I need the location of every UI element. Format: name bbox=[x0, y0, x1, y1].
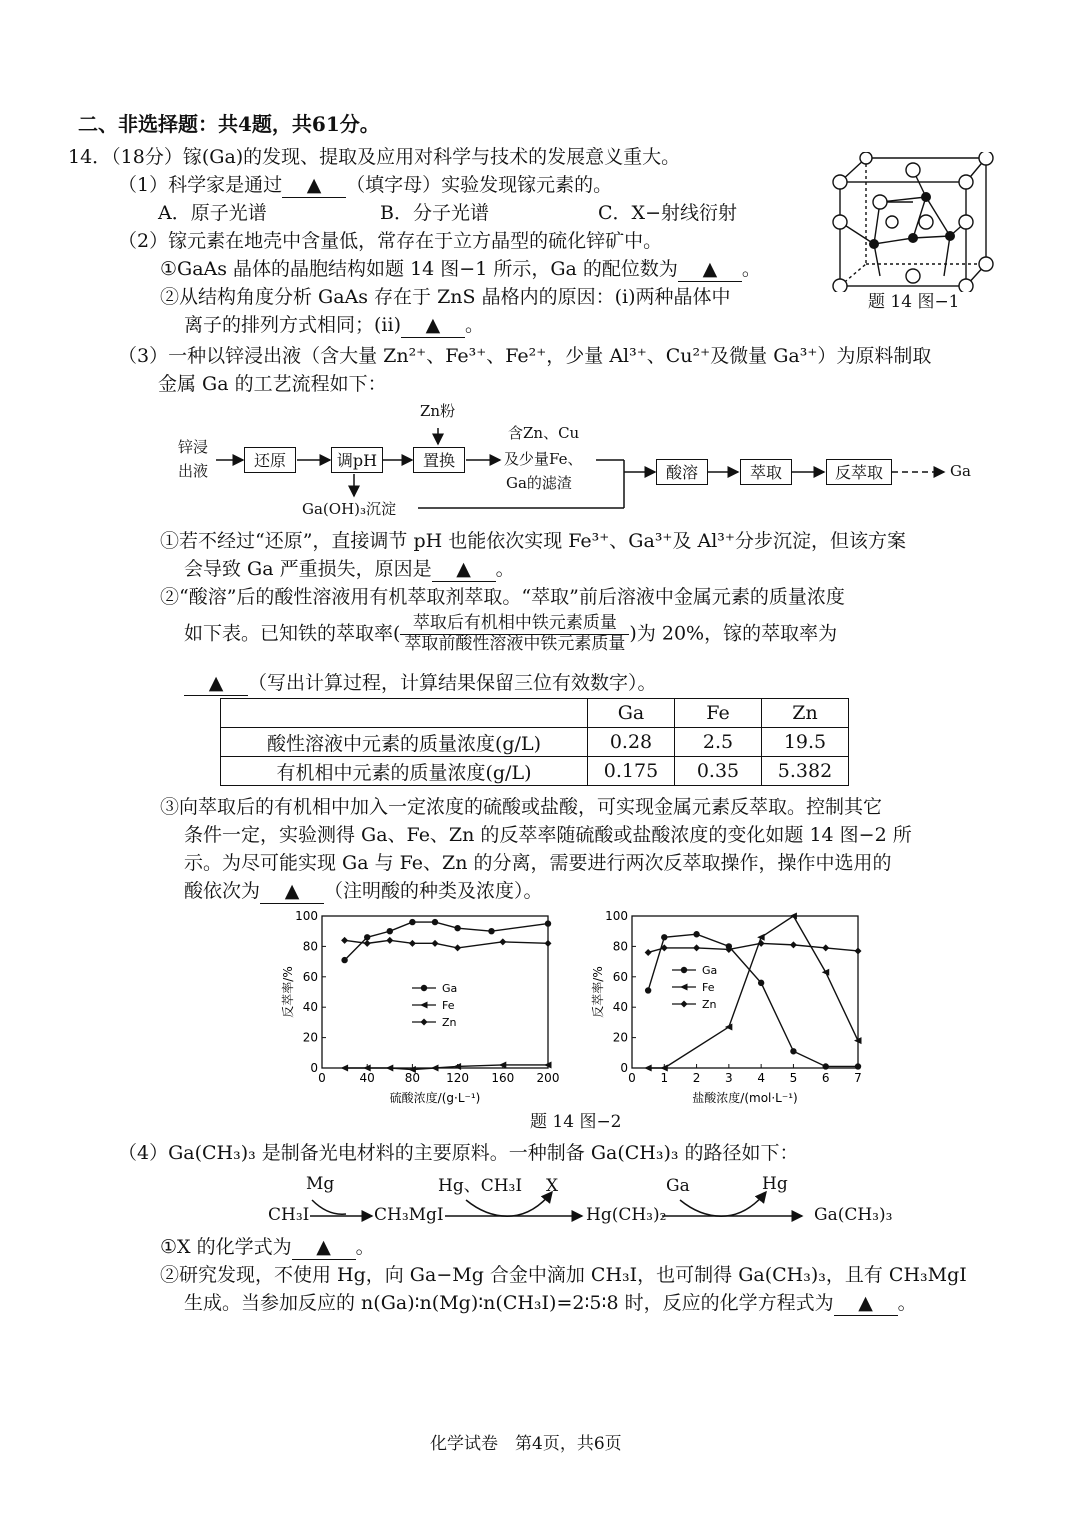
q14-part3-intro-line1: （3）一种以锌浸出液（含大量 Zn²⁺、Fe³⁺、Fe²⁺，少量 Al³⁺、Cu²⁺及微量 Ga³⁺）为原料制取 bbox=[118, 345, 932, 367]
flow-residue-line2: 及少量Fe、 bbox=[504, 450, 583, 468]
answer-blank[interactable]: ▲ bbox=[184, 672, 248, 696]
punct: 。 bbox=[741, 258, 761, 280]
legend-label: Fe bbox=[442, 999, 455, 1012]
route-ch3i: CH₃I bbox=[268, 1205, 310, 1225]
flow-step-replace: 置换 bbox=[413, 447, 465, 473]
y-tick-label: 0 bbox=[620, 1061, 628, 1075]
q14-part3-s3-line3: 示。为尽可能实现 Ga 与 Fe、Zn 的分离，需要进行两次反萃取操作，操作中选用的 bbox=[184, 852, 892, 874]
answer-blank[interactable]: ▲ bbox=[260, 880, 324, 904]
flow-residue-line1: 含Zn、Cu bbox=[508, 424, 580, 442]
q14-part3-intro-line2: 金属 Ga 的工艺流程如下： bbox=[158, 373, 387, 395]
q14-part3-s1-line2 bbox=[184, 558, 515, 582]
x-tick-label: 3 bbox=[725, 1071, 733, 1085]
q14-title: 14．（18分）镓(Ga)的发现、提取及应用对科学与技术的发展意义重大。 bbox=[68, 146, 681, 168]
data-point-fe bbox=[644, 1065, 652, 1072]
plot-frame bbox=[322, 916, 548, 1068]
route-ga-ch3-3: Ga(CH₃)₃ bbox=[814, 1205, 893, 1225]
table-header-cell: Zn bbox=[762, 699, 849, 728]
legend-marker bbox=[421, 1019, 428, 1026]
x-tick-label: 1 bbox=[660, 1071, 669, 1085]
data-point-fe bbox=[386, 1065, 394, 1072]
table-header-row bbox=[221, 699, 849, 728]
y-tick-label: 0 bbox=[310, 1061, 318, 1075]
table-cell: 0.28 bbox=[588, 728, 675, 757]
route-ch3mgi: CH₃MgI bbox=[374, 1205, 444, 1225]
data-point-fe bbox=[341, 1065, 349, 1072]
y-tick-label: 80 bbox=[302, 939, 318, 954]
q14-part2-s2-line1: ②从结构角度分析 GaAs 存在于 ZnS 晶格内的原因：(i)两种晶体中 bbox=[160, 286, 731, 308]
x-tick-label: 4 bbox=[757, 1071, 765, 1085]
legend-marker bbox=[681, 967, 687, 973]
x-tick-label: 6 bbox=[821, 1071, 830, 1085]
data-point-ga bbox=[454, 925, 460, 931]
legend-marker bbox=[680, 984, 688, 991]
flow-precipitate: Ga(OH)₃沉淀 bbox=[302, 500, 397, 518]
data-point-zn bbox=[822, 944, 829, 951]
answer-blank[interactable]: ▲ bbox=[401, 314, 465, 338]
q14-part3-s1-text: 会导致 Ga 严重损失，原因是 bbox=[184, 558, 432, 580]
q14-part4-s2-line1: ②研究发现，不使用 Hg，向 Ga−Mg 合金中滴加 CH₃I，也可制得 Ga(CH₃)₃，且有 CH₃MgI bbox=[160, 1264, 967, 1286]
table-cell: 5.382 bbox=[762, 757, 849, 786]
x-axis-label: 盐酸浓度/(mol·L⁻¹) bbox=[692, 1091, 798, 1105]
table-cell: 2.5 bbox=[675, 728, 762, 757]
x-tick-label: 200 bbox=[536, 1071, 560, 1085]
punct: 。 bbox=[355, 1236, 375, 1258]
q14-part4-intro: （4）Ga(CH₃)₃ 是制备光电材料的主要原料。一种制备 Ga(CH₃)₃ 的路径如下： bbox=[118, 1142, 799, 1164]
y-axis-label: 反萃率/% bbox=[591, 966, 605, 1018]
y-tick-label: 80 bbox=[612, 939, 628, 954]
data-point-ga bbox=[409, 919, 415, 925]
flow-input-line2: 出液 bbox=[178, 462, 209, 480]
series-zn bbox=[645, 940, 862, 956]
table-header-cell bbox=[221, 699, 588, 728]
legend-marker bbox=[421, 985, 427, 991]
y-tick-label: 60 bbox=[612, 969, 628, 984]
q14-part3-s2-after: )为 20%，镓的萃取率为 bbox=[629, 622, 838, 645]
x-tick-label: 40 bbox=[359, 1071, 375, 1085]
q14-part3-s3-line4 bbox=[184, 880, 543, 904]
data-point-ga bbox=[693, 931, 699, 937]
x-tick-label: 120 bbox=[446, 1071, 470, 1085]
answer-blank[interactable]: ▲ bbox=[292, 1236, 356, 1260]
figure14-1-caption: 题 14 图−1 bbox=[868, 292, 960, 312]
legend-label: Zn bbox=[702, 998, 717, 1011]
concentration-table bbox=[220, 698, 849, 786]
table-cell: 有机相中元素的质量浓度(g/L) bbox=[221, 757, 588, 786]
table-cell: 0.35 bbox=[675, 757, 762, 786]
x-tick-label: 7 bbox=[854, 1071, 862, 1085]
flow-residue-line3: Ga的滤渣 bbox=[506, 474, 572, 492]
q14-part4-s1-text: ①X 的化学式为 bbox=[160, 1236, 292, 1258]
y-tick-label: 40 bbox=[612, 1000, 628, 1015]
data-point-zn bbox=[432, 940, 439, 947]
table-header-cell: Fe bbox=[675, 699, 762, 728]
q14-part4-s2-text: 生成。当参加反应的 n(Ga)∶n(Mg)∶n(CH₃I)=2∶5∶8 时，反应的化学方程式为 bbox=[184, 1292, 834, 1314]
flow-step-reduce: 还原 bbox=[244, 447, 296, 473]
flow-product: Ga bbox=[950, 462, 971, 480]
route-byproduct-hg: Hg bbox=[762, 1174, 788, 1194]
q14-part3-s3-line2: 条件一定，实验测得 Ga、Fe、Zn 的反萃率随硫酸或盐酸浓度的变化如题 14 图−2 所 bbox=[184, 824, 912, 846]
punct: 。 bbox=[897, 1292, 917, 1314]
flow-input-line1: 锌浸 bbox=[178, 438, 209, 456]
data-point-zn bbox=[545, 940, 552, 947]
q14-part1-text: （1）科学家是通过 bbox=[118, 174, 283, 196]
y-tick-label: 100 bbox=[605, 909, 628, 923]
route-reagent-hg-ch3i: Hg、CH₃I bbox=[438, 1176, 523, 1196]
section-heading: 二、非选择题：共4题，共61分。 bbox=[78, 112, 380, 136]
data-point-ga bbox=[645, 987, 651, 993]
q14-part2-s1-text: ①GaAs 晶体的晶胞结构如题 14 图−1 所示，Ga 的配位数为 bbox=[160, 258, 678, 280]
q14-part2-intro: （2）镓元素在地壳中含量低，常存在于立方晶型的硫化锌矿中。 bbox=[118, 230, 663, 252]
series-line-zn bbox=[345, 940, 548, 948]
y-tick-label: 100 bbox=[295, 909, 318, 923]
table-cell: 19.5 bbox=[762, 728, 849, 757]
x-tick-label: 0 bbox=[628, 1071, 636, 1085]
table-row bbox=[221, 757, 849, 786]
series-line-fe bbox=[648, 916, 858, 1068]
x-tick-label: 160 bbox=[491, 1071, 515, 1085]
legend-marker bbox=[420, 1002, 428, 1009]
q14-part3-s2-line3 bbox=[184, 672, 657, 696]
table-header-cell: Ga bbox=[588, 699, 675, 728]
y-tick-label: 40 bbox=[302, 1000, 318, 1015]
extraction-rate-fraction bbox=[400, 614, 629, 654]
q14-part3-s1-line1: ①若不经过“还原”，直接调节 pH 也能依次实现 Fe³⁺、Ga³⁺及 Al³⁺分步沉淀，但该方案 bbox=[160, 530, 906, 552]
chart-hydrochloric-acid bbox=[580, 906, 880, 1112]
figure14-2-caption: 题 14 图−2 bbox=[530, 1112, 622, 1132]
answer-blank[interactable]: ▲ bbox=[282, 174, 346, 198]
legend-label: Ga bbox=[702, 964, 718, 977]
q14-part3-s2-line2 bbox=[184, 614, 837, 654]
series-line-ga bbox=[345, 922, 548, 960]
data-point-zn bbox=[499, 938, 506, 945]
q14-part3-s2-note: （写出计算过程，计算结果保留三位有效数字）。 bbox=[248, 672, 657, 694]
fraction-denominator: 萃取前酸性溶液中铁元素质量 bbox=[404, 633, 626, 654]
flow-zn-powder: Zn粉 bbox=[420, 402, 456, 420]
x-tick-label: 5 bbox=[789, 1071, 798, 1085]
x-axis-label: 硫酸浓度/(g·L⁻¹) bbox=[389, 1091, 481, 1105]
data-point-zn bbox=[645, 949, 652, 956]
option-b: B．分子光谱 bbox=[380, 202, 489, 224]
series-line-fe bbox=[345, 1065, 548, 1070]
q14-part2-s2-text: 离子的排列方式相同；(ii) bbox=[184, 314, 401, 336]
data-point-ga bbox=[432, 919, 438, 925]
legend-marker bbox=[681, 1001, 688, 1008]
data-point-fe bbox=[431, 1065, 439, 1072]
option-c: C．X−射线衍射 bbox=[598, 202, 737, 224]
fraction-numerator: 萃取后有机相中铁元素质量 bbox=[400, 614, 629, 635]
data-point-ga bbox=[823, 1063, 829, 1069]
data-point-ga bbox=[545, 920, 551, 926]
data-point-ga bbox=[790, 1048, 796, 1054]
series-zn bbox=[341, 937, 551, 952]
answer-blank[interactable]: ▲ bbox=[678, 258, 742, 282]
legend-label: Fe bbox=[702, 981, 715, 994]
y-tick-label: 20 bbox=[612, 1030, 628, 1045]
data-point-zn bbox=[454, 944, 461, 951]
route-byproduct-x: X bbox=[546, 1176, 559, 1196]
q14-part4-s1 bbox=[160, 1236, 375, 1260]
x-tick-label: 80 bbox=[404, 1071, 421, 1085]
legend-label: Ga bbox=[442, 982, 458, 995]
q14-part3-s2-line1: ②“酸溶”后的酸性溶液用有机萃取剂萃取。“萃取”前后溶液中金属元素的质量浓度 bbox=[160, 586, 845, 608]
synthesis-route-arrows bbox=[0, 1170, 1080, 1230]
data-point-ga bbox=[341, 957, 347, 963]
x-tick-label: 0 bbox=[318, 1071, 326, 1085]
data-point-zn bbox=[693, 944, 700, 951]
x-tick-label: 2 bbox=[692, 1071, 701, 1085]
data-point-zn bbox=[790, 941, 797, 948]
y-tick-label: 60 bbox=[302, 969, 318, 984]
answer-blank[interactable]: ▲ bbox=[432, 558, 496, 582]
data-point-ga bbox=[661, 934, 667, 940]
data-point-fe bbox=[822, 969, 830, 976]
q14-part4-s2-line2 bbox=[184, 1292, 917, 1316]
flow-step-back-extract: 反萃取 bbox=[826, 459, 892, 485]
data-point-zn bbox=[409, 940, 416, 947]
data-point-zn bbox=[341, 937, 348, 944]
q14-part3-s3-text: 酸依次为 bbox=[184, 880, 261, 902]
series-line-ga bbox=[648, 934, 858, 1066]
y-axis-label: 反萃率/% bbox=[281, 966, 295, 1018]
series-ga bbox=[341, 919, 551, 963]
legend-label: Zn bbox=[442, 1016, 457, 1029]
punct: 。 bbox=[495, 558, 515, 580]
q14-part3-s3-after: （注明酸的种类及浓度）。 bbox=[324, 880, 543, 902]
route-reagent-ga: Ga bbox=[666, 1176, 690, 1196]
table-row bbox=[221, 728, 849, 757]
chart-sulfuric-acid bbox=[270, 906, 570, 1112]
table-cell: 酸性溶液中元素的质量浓度(g/L) bbox=[221, 728, 588, 757]
route-reagent-mg: Mg bbox=[306, 1174, 335, 1194]
series-ga bbox=[645, 931, 861, 1070]
option-a: A．原子光谱 bbox=[158, 202, 267, 224]
data-point-ga bbox=[387, 928, 393, 934]
flow-step-ph: 调pH bbox=[331, 447, 383, 473]
flow-step-extract: 萃取 bbox=[740, 459, 792, 485]
route-hg-ch3-2: Hg(CH₃)₂ bbox=[586, 1205, 667, 1225]
data-point-zn bbox=[386, 937, 393, 944]
table-cell: 0.175 bbox=[588, 757, 675, 786]
q14-part1-after: （填字母）实验发现镓元素的。 bbox=[346, 174, 613, 196]
data-point-zn bbox=[364, 940, 371, 947]
punct: 。 bbox=[464, 314, 484, 336]
flow-step-acid: 酸溶 bbox=[656, 459, 708, 485]
answer-blank[interactable]: ▲ bbox=[834, 1292, 898, 1316]
q14-part3-s3-line1: ③向萃取后的有机相中加入一定浓度的硫酸或盐酸，可实现金属元素反萃取。控制其它 bbox=[160, 796, 883, 818]
data-point-ga bbox=[488, 928, 494, 934]
page-footer: 化学试卷 第4页，共6页 bbox=[430, 1434, 622, 1454]
q14-part3-s2-text: 如下表。已知铁的萃取率( bbox=[184, 622, 401, 645]
data-point-ga bbox=[758, 980, 764, 986]
data-point-ga bbox=[364, 934, 370, 940]
data-point-zn bbox=[855, 947, 862, 954]
y-tick-label: 20 bbox=[302, 1030, 318, 1045]
data-point-ga bbox=[855, 1063, 861, 1069]
